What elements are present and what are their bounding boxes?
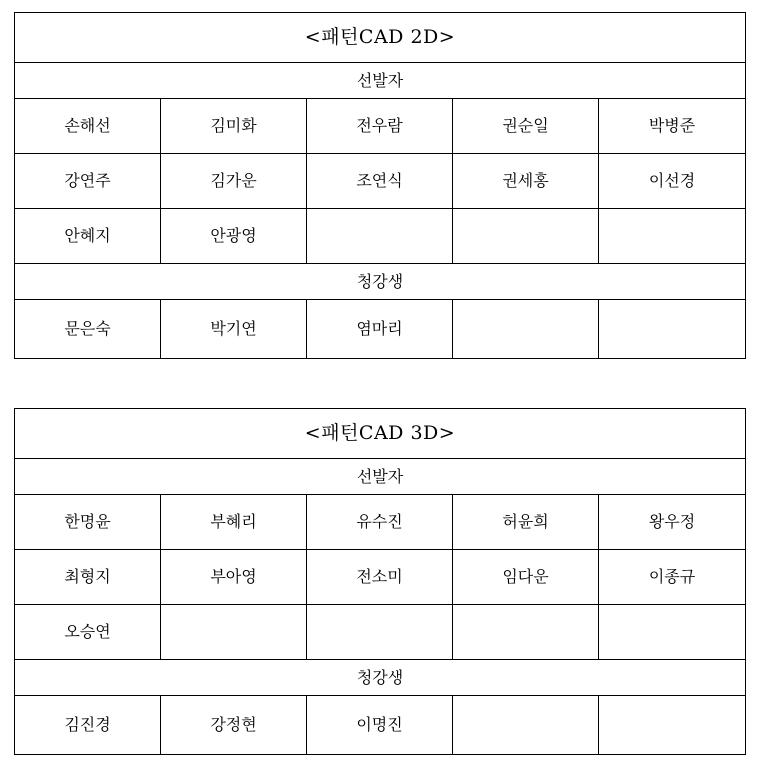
table-row <box>15 154 746 209</box>
section-header-selected: 선발자 <box>15 459 746 495</box>
table-row <box>15 209 746 264</box>
section-header-auditor: 청강생 <box>15 660 746 696</box>
name-cell <box>599 300 746 359</box>
name-cell: 이선경 <box>599 154 746 209</box>
name-cell: 부혜리 <box>161 495 307 550</box>
name-cell: 유수진 <box>307 495 453 550</box>
section-header-auditor: 청강생 <box>15 264 746 300</box>
name-cell: 문은숙 <box>15 300 161 359</box>
name-cell: 이종규 <box>599 550 746 605</box>
name-cell: 한명윤 <box>15 495 161 550</box>
name-cell: 강정현 <box>161 696 307 755</box>
table-row <box>15 99 746 154</box>
name-cell: 부아영 <box>161 550 307 605</box>
name-cell: 권세홍 <box>453 154 599 209</box>
name-cell: 이명진 <box>307 696 453 755</box>
section-header-selected: 선발자 <box>15 63 746 99</box>
name-cell <box>599 605 746 660</box>
name-cell <box>599 696 746 755</box>
name-cell: 손해선 <box>15 99 161 154</box>
name-cell <box>453 300 599 359</box>
name-cell: 박기연 <box>161 300 307 359</box>
roster-table-3d <box>14 408 746 755</box>
name-cell: 왕우정 <box>599 495 746 550</box>
name-cell <box>453 605 599 660</box>
table-row <box>15 550 746 605</box>
name-cell <box>453 696 599 755</box>
name-cell <box>599 209 746 264</box>
name-cell <box>307 209 453 264</box>
name-cell: 임다운 <box>453 550 599 605</box>
table-title: <패턴CAD 3D> <box>15 409 746 459</box>
name-cell: 오승연 <box>15 605 161 660</box>
name-cell: 전우람 <box>307 99 453 154</box>
name-cell <box>307 605 453 660</box>
name-cell: 김가운 <box>161 154 307 209</box>
name-cell: 김미화 <box>161 99 307 154</box>
table-title: <패턴CAD 2D> <box>15 13 746 63</box>
table-row <box>15 605 746 660</box>
name-cell: 염마리 <box>307 300 453 359</box>
name-cell: 최형지 <box>15 550 161 605</box>
roster-table-2d <box>14 12 746 359</box>
name-cell: 조연식 <box>307 154 453 209</box>
name-cell: 전소미 <box>307 550 453 605</box>
name-cell <box>161 605 307 660</box>
name-cell: 권순일 <box>453 99 599 154</box>
table-row <box>15 300 746 359</box>
name-cell: 허윤희 <box>453 495 599 550</box>
table-row <box>15 495 746 550</box>
name-cell <box>453 209 599 264</box>
name-cell: 김진경 <box>15 696 161 755</box>
table-row <box>15 696 746 755</box>
name-cell: 안혜지 <box>15 209 161 264</box>
name-cell: 안광영 <box>161 209 307 264</box>
name-cell: 강연주 <box>15 154 161 209</box>
name-cell: 박병준 <box>599 99 746 154</box>
